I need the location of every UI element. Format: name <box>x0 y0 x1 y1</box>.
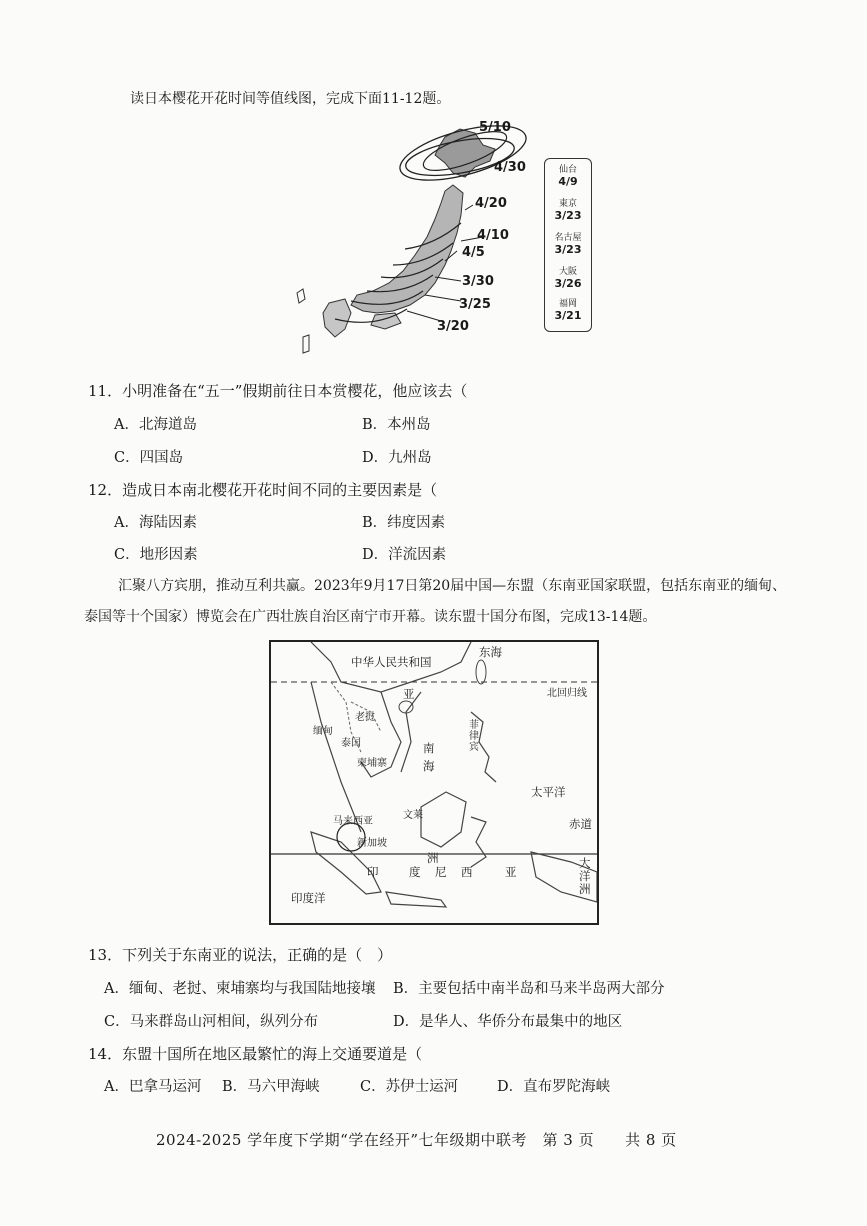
label-east-sea: 东海 <box>479 645 502 659</box>
q13-option-a[interactable]: A．缅甸、老挝、柬埔寨均与我国陆地接壤 <box>104 981 376 997</box>
question-11-stem: 11．小明准备在“五一”假期前往日本赏樱花，他应该去（ <box>88 382 468 400</box>
label-singapore: 新加坡 <box>357 838 387 849</box>
label-indonesia-5: 亚 <box>505 865 517 879</box>
label-laos: 老挝 <box>355 712 375 723</box>
label-asia: 亚 <box>403 687 415 701</box>
legend-date: 3/23 <box>554 209 582 222</box>
intro-text-1: 读日本樱花开花时间等值线图，完成下面11-12题。 <box>130 91 451 107</box>
label-indonesia-4: 西 <box>461 865 473 879</box>
label-myanmar: 缅甸 <box>313 726 333 737</box>
label-pacific-ocean: 太平洋 <box>531 785 566 799</box>
label-south-china-sea-1: 南 <box>423 741 435 755</box>
q14-option-a[interactable]: A．巴拿马运河 <box>104 1079 202 1095</box>
legend-city: 福岡 <box>558 299 577 309</box>
q12-option-b[interactable]: B．纬度因素 <box>362 515 446 531</box>
q13-option-c[interactable]: C．马来群岛山河相间，纵列分布 <box>104 1014 319 1030</box>
page-footer: 2024-2025 学年度下学期“学在经开”七年级期中联考 第 3 页 共 8 页 <box>156 1131 677 1149</box>
legend-entry <box>545 199 591 221</box>
legend-date: 4/9 <box>558 175 578 188</box>
q14-option-b[interactable]: B．马六甲海峡 <box>222 1079 320 1095</box>
isoline-label-4-10: 4/10 <box>477 228 509 243</box>
question-14-stem: 14．东盟十国所在地区最繁忙的海上交通要道是（ <box>88 1045 423 1063</box>
q12-option-d[interactable]: D．洋流因素 <box>362 547 447 563</box>
intro-text-2-line-2: 泰国等十个国家）博览会在广西壮族自治区南宁市开幕。读东盟十国分布图，完成13-14题。 <box>84 609 657 625</box>
legend-city: 名古屋 <box>554 233 582 243</box>
q14-option-d[interactable]: D．直布罗陀海峡 <box>497 1079 611 1095</box>
legend-entry <box>545 233 591 255</box>
asean-map <box>269 640 599 925</box>
q12-option-c[interactable]: C．地形因素 <box>114 547 198 563</box>
isoline-label-4-30: 4/30 <box>494 160 526 175</box>
legend-city: 東京 <box>558 199 577 209</box>
q11-option-d[interactable]: D．九州岛 <box>362 450 432 466</box>
label-indonesia-2: 度 <box>409 865 421 879</box>
isoline-label-4-5: 4/5 <box>462 245 485 260</box>
isoline-label-5-10: 5/10 <box>479 120 511 135</box>
label-indonesia-3: 尼 <box>435 865 447 879</box>
label-malaysia: 马来西亚 <box>333 816 373 827</box>
legend-entry <box>545 299 591 321</box>
q11-option-a[interactable]: A．北海道岛 <box>114 417 197 433</box>
question-13-stem: 13．下列关于东南亚的说法，正确的是（ ） <box>88 946 393 964</box>
legend-entry <box>545 165 591 187</box>
label-cambodia: 柬埔寨 <box>357 758 387 769</box>
legend-date: 3/23 <box>554 243 582 256</box>
label-brunei: 文莱 <box>403 810 423 821</box>
legend-city: 仙台 <box>558 165 577 175</box>
legend-entry <box>545 267 591 289</box>
label-indian-ocean: 印度洋 <box>291 891 326 905</box>
label-thailand: 泰国 <box>341 738 361 749</box>
label-china: 中华人民共和国 <box>351 655 432 669</box>
label-philippines: 菲律宾 <box>469 720 479 753</box>
label-tropic-of-cancer: 北回归线 <box>547 688 587 699</box>
q11-option-c[interactable]: C．四国岛 <box>114 450 184 466</box>
intro-text-2-line-1: 汇聚八方宾朋，推动互利共赢。2023年9月17日第20届中国—东盟（东南亚国家联盟，包括东南亚的缅甸、 <box>118 578 787 594</box>
q14-option-c[interactable]: C．苏伊士运河 <box>360 1079 459 1095</box>
city-bloom-legend <box>544 158 592 332</box>
legend-date: 3/21 <box>554 309 582 322</box>
isoline-label-3-20: 3/20 <box>437 319 469 334</box>
label-south-china-sea-2: 海 <box>423 759 435 773</box>
isoline-label-3-25: 3/25 <box>459 297 491 312</box>
isoline-label-4-20: 4/20 <box>475 196 507 211</box>
legend-date: 3/26 <box>554 277 582 290</box>
label-indonesia-1: 印 <box>367 865 379 879</box>
q13-option-d[interactable]: D．是华人、华侨分布最集中的地区 <box>393 1014 623 1030</box>
label-oceania: 大洋洲 <box>579 856 591 896</box>
label-zhou: 洲 <box>427 851 439 865</box>
legend-city: 大阪 <box>558 267 577 277</box>
label-equator: 赤道 <box>569 817 592 831</box>
q11-option-b[interactable]: B．本州岛 <box>362 417 431 433</box>
question-12-stem: 12．造成日本南北樱花开花时间不同的主要因素是（ <box>88 481 438 499</box>
q12-option-a[interactable]: A．海陆因素 <box>114 515 197 531</box>
isoline-label-3-30: 3/30 <box>462 274 494 289</box>
q13-option-b[interactable]: B．主要包括中南半岛和马来半岛两大部分 <box>393 981 665 997</box>
